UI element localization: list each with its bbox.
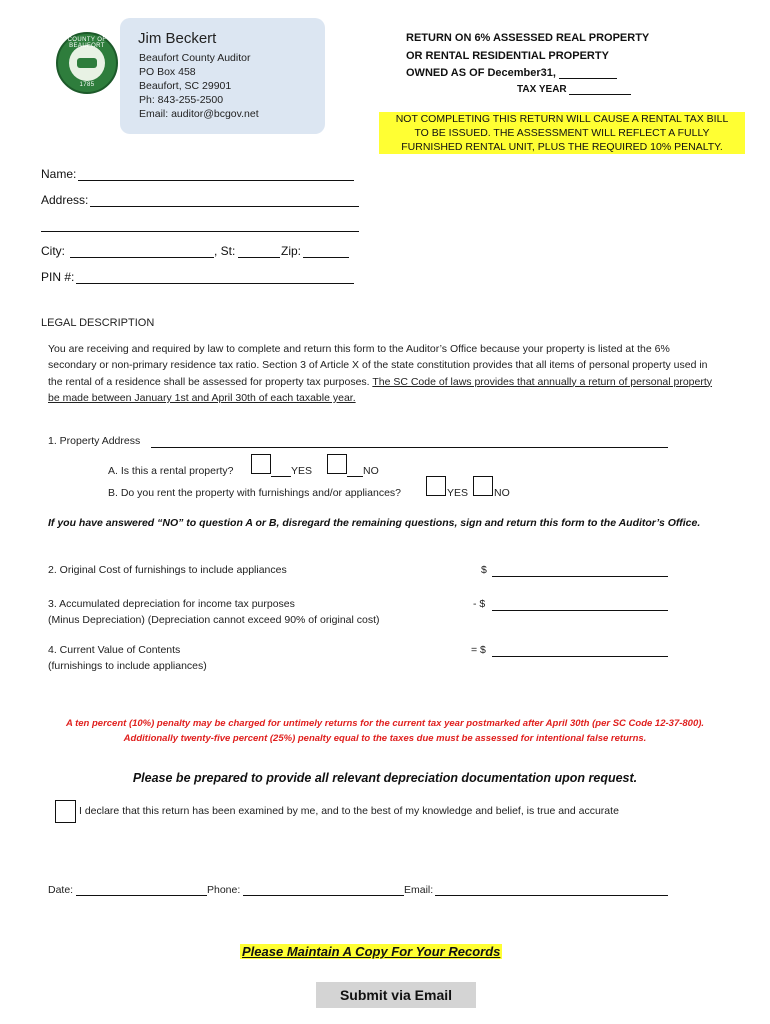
- documentation-notice: Please be prepared to provide all relevant depreciation documentation upon request.: [132, 771, 638, 785]
- qa-yes-checkbox[interactable]: [251, 454, 271, 474]
- tax-year-row: [517, 84, 631, 95]
- penalty-line1: A ten percent (10%) penalty may be charged for untimely returns for the current tax year postmarked after April 30th (per SC Code 12-37-800).: [65, 718, 705, 729]
- q1-label: 1. Property Address: [48, 435, 141, 447]
- state-field[interactable]: [238, 257, 280, 258]
- q3-prefix: - $: [473, 598, 486, 610]
- maintain-copy-notice: Please Maintain A Copy For Your Records: [242, 944, 501, 959]
- phone-label: Phone:: [207, 884, 241, 896]
- no-answer-note: If you have answered “NO” to question A or B, disregard the remaining questions, sign and return this form to the Auditor’s Office.: [48, 517, 701, 529]
- declaration-text: I declare that this return has been examined by me, and to the best of my knowledge and belief, is true and accurate: [79, 805, 619, 817]
- auditor-po-box: PO Box 458: [139, 66, 196, 78]
- q3-label-line1: 3. Accumulated depreciation for income tax purposes: [48, 598, 295, 610]
- current-value-field[interactable]: [492, 656, 668, 657]
- contact-box: [120, 18, 325, 134]
- address-field-line2[interactable]: [41, 231, 359, 232]
- declaration-checkbox[interactable]: [55, 800, 76, 823]
- legal-description-title: LEGAL DESCRIPTION: [41, 317, 155, 329]
- qa-no-checkbox[interactable]: [327, 454, 347, 474]
- date-label: Date:: [48, 884, 74, 896]
- qb-yes-label: YES: [447, 487, 469, 499]
- auditor-email: Email: auditor@bcgov.net: [139, 108, 259, 120]
- zip-label: Zip:: [281, 244, 302, 258]
- q4-label-line2: (furnishings to include appliances): [48, 660, 207, 672]
- legal-text-plain: You are receiving and required by law to complete and return this form to the Auditor’s Office because your property is listed at the 6% secondary or non-primary residence tax ratio. Section 3 of Article X of the state constitution provides that all items of personal property used in the rental of a residence shall be assessed for property tax purposes.: [48, 343, 708, 388]
- warning-banner: [379, 112, 745, 154]
- q4-prefix: = $: [471, 644, 486, 656]
- tax-year-label: TAX YEAR: [517, 84, 567, 95]
- owned-year-blank[interactable]: [559, 67, 617, 79]
- email-label: Email:: [404, 884, 434, 896]
- q3-label-line2: (Minus Depreciation) (Depreciation cannot exceed 90% of original cost): [48, 614, 380, 626]
- pin-field[interactable]: [76, 283, 354, 284]
- address-field-line1[interactable]: [90, 206, 359, 207]
- form-title-line2: OR RENTAL RESIDENTIAL PROPERTY: [406, 50, 609, 62]
- name-label: Name:: [41, 167, 77, 181]
- seal-top-text: COUNTY OF BEAUFORT: [67, 37, 107, 49]
- qb-no-checkbox[interactable]: [473, 476, 493, 496]
- phone-field[interactable]: [243, 895, 404, 896]
- auditor-title: Beaufort County Auditor: [139, 52, 251, 64]
- city-field[interactable]: [70, 257, 214, 258]
- property-address-field[interactable]: [151, 447, 668, 448]
- auditor-phone: Ph: 843-255-2500: [139, 94, 224, 106]
- warning-line3: FURNISHED RENTAL UNIT, PLUS THE REQUIRED 10% PENALTY.: [401, 141, 723, 153]
- qa-yes-underline: [271, 476, 291, 477]
- qa-yes-label: YES: [291, 465, 313, 477]
- zip-field[interactable]: [303, 257, 349, 258]
- q2-prefix: $: [481, 564, 487, 576]
- city-label: City:: [41, 244, 65, 258]
- original-cost-field[interactable]: [492, 576, 668, 577]
- legal-text-underlined: The SC Code of laws provides that annually a return of personal property be made between January 1st and April 30th of each taxable year.: [48, 375, 713, 404]
- email-field[interactable]: [435, 895, 668, 896]
- qb-yes-checkbox[interactable]: [426, 476, 446, 496]
- auditor-city: Beaufort, SC 29901: [139, 80, 232, 92]
- qa-label: A. Is this a rental property?: [108, 465, 234, 477]
- name-field[interactable]: [78, 180, 354, 181]
- pin-label: PIN #:: [41, 270, 75, 284]
- seal-emblem: [69, 45, 105, 81]
- qa-no-label: NO: [363, 465, 379, 477]
- penalty-line2: Additionally twenty-five percent (25%) penalty equal to the taxes due must be assessed for intentional false returns.: [123, 733, 647, 744]
- county-seal-logo: [56, 32, 118, 94]
- tax-year-blank[interactable]: [569, 84, 631, 95]
- form-title-line3: [406, 67, 617, 79]
- date-field[interactable]: [76, 895, 207, 896]
- q2-label: 2. Original Cost of furnishings to include appliances: [48, 564, 287, 576]
- q4-label-line1: 4. Current Value of Contents: [48, 644, 181, 656]
- qb-label: B. Do you rent the property with furnishings and/or appliances?: [108, 487, 402, 499]
- seal-year: 1785: [79, 82, 95, 88]
- warning-line1: NOT COMPLETING THIS RETURN WILL CAUSE A RENTAL TAX BILL: [395, 113, 729, 125]
- warning-line2: TO BE ISSUED. THE ASSESSMENT WILL REFLECT A FULLY: [414, 127, 710, 139]
- legal-description-text: [48, 341, 720, 406]
- address-label: Address:: [41, 193, 89, 207]
- form-title-line1: RETURN ON 6% ASSESSED REAL PROPERTY: [406, 32, 650, 44]
- depreciation-field[interactable]: [492, 610, 668, 611]
- submit-via-email-button[interactable]: Submit via Email: [316, 982, 476, 1008]
- state-label: , St:: [214, 244, 236, 258]
- qa-no-underline: [347, 476, 363, 477]
- qb-no-label: NO: [494, 487, 510, 499]
- owned-as-of-label: OWNED AS OF December31,: [406, 67, 556, 79]
- auditor-name: Jim Beckert: [138, 30, 217, 47]
